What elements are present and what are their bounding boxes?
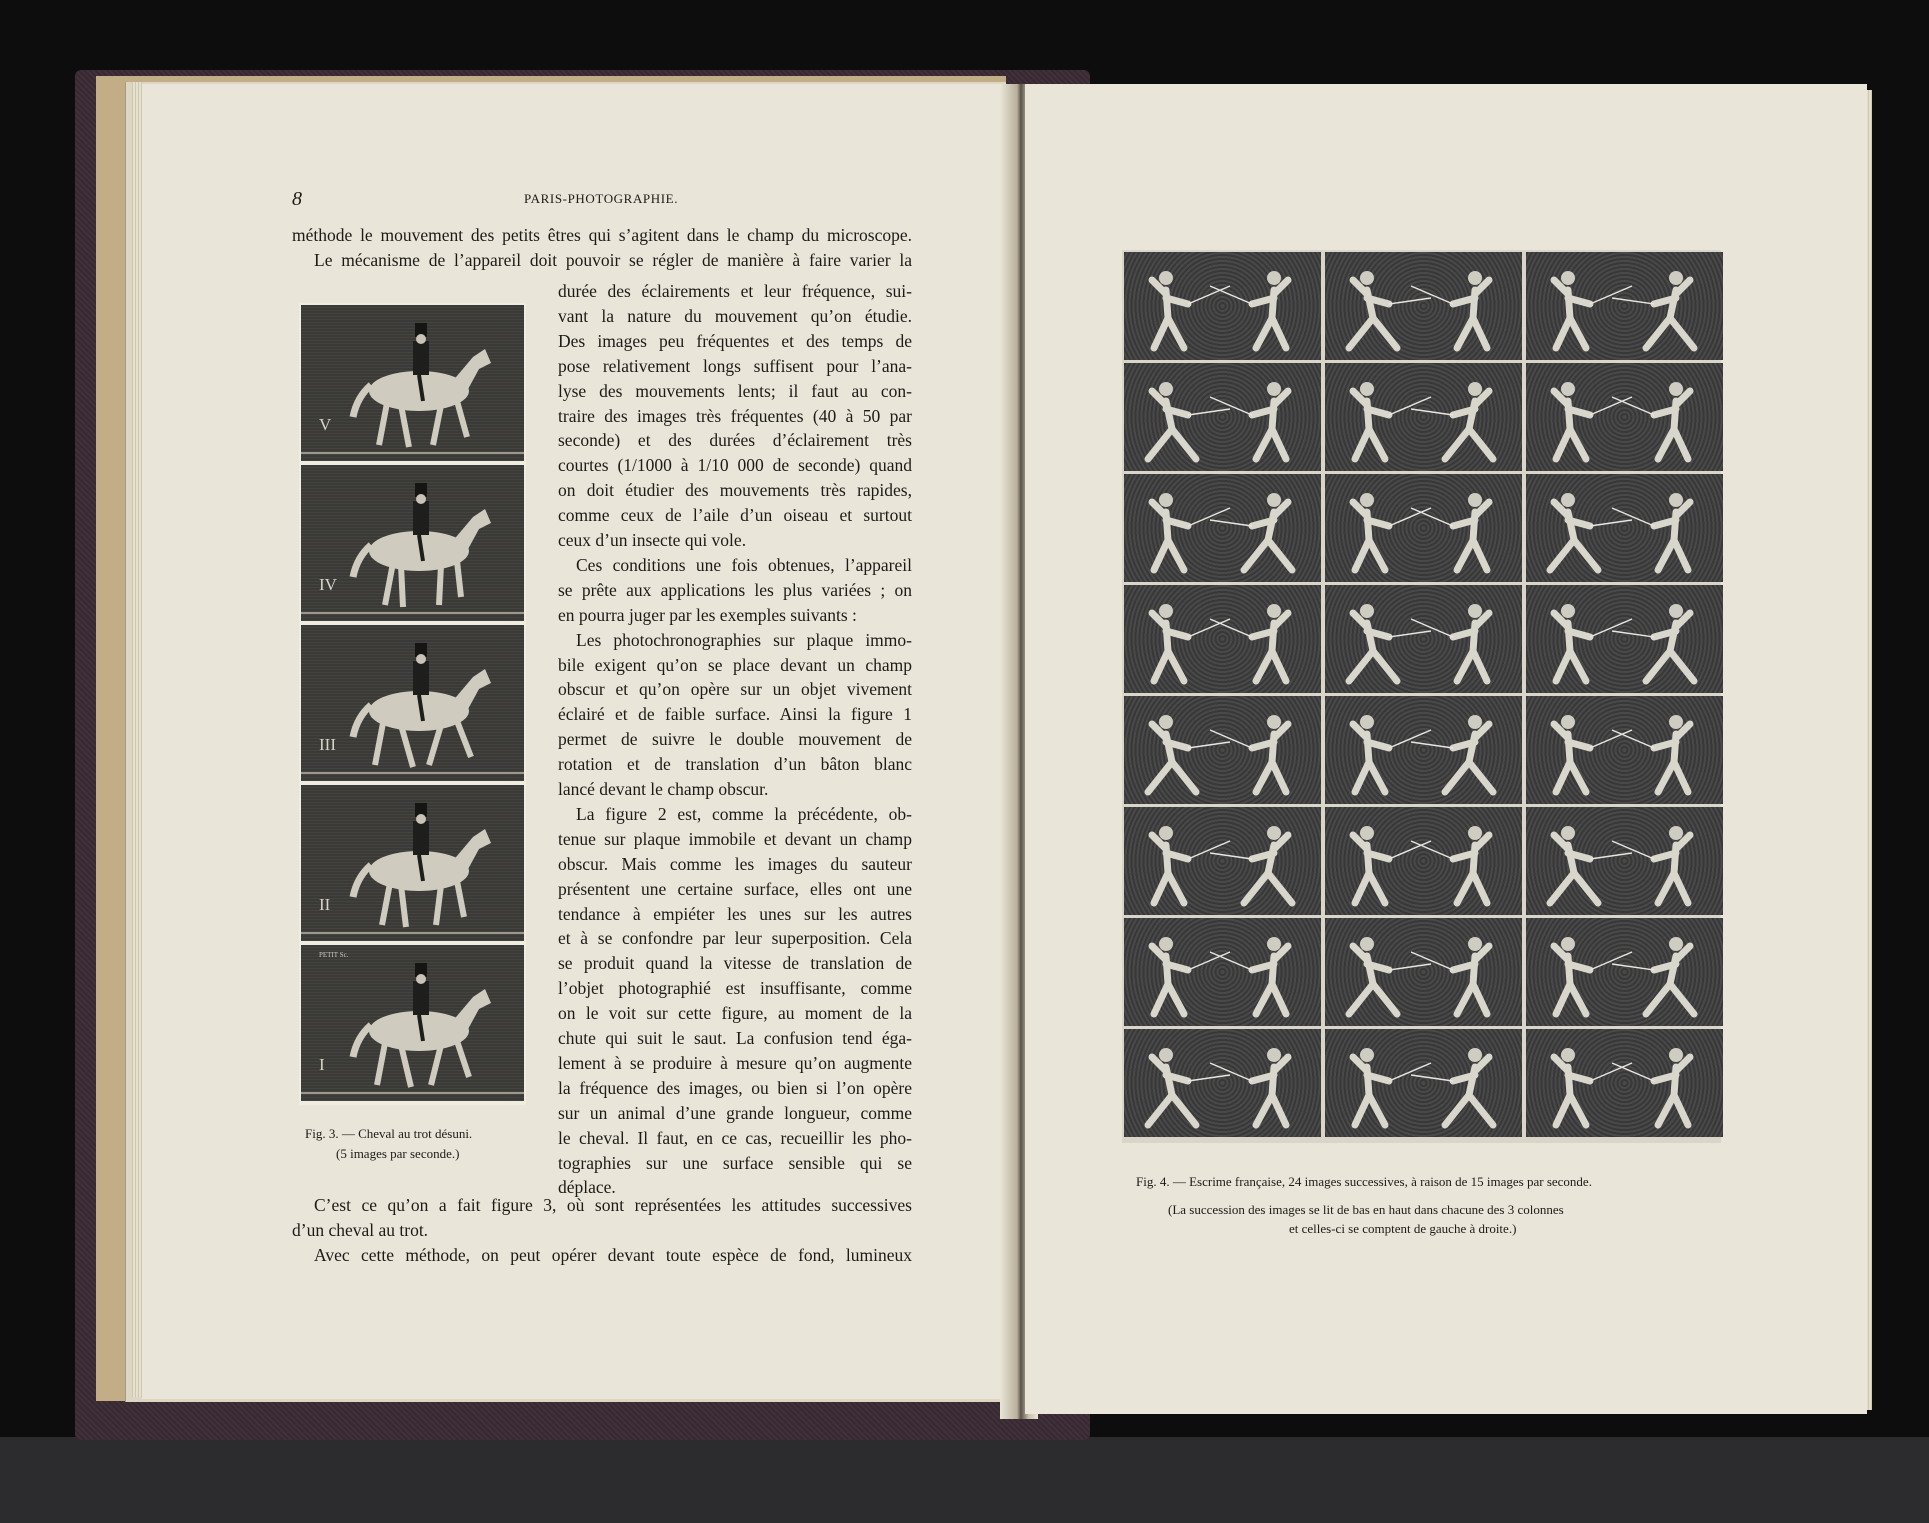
text-line: Le mécanisme de l’appareil doit pouvoir se régler de manière à faire varier la — [314, 250, 912, 270]
fencing-photo-cell — [1526, 585, 1723, 693]
figure-4-caption-line2: (La succession des images se lit de bas en haut dans chacune des 3 colonnes — [1168, 1202, 1564, 1217]
fencers-icon — [1124, 252, 1321, 360]
fencing-photo-cell — [1124, 474, 1321, 582]
fencers-icon — [1526, 1029, 1723, 1137]
text-line: seconde) et des durées d’éclairement très — [558, 430, 912, 451]
fencing-photo-cell — [1325, 918, 1522, 1026]
text-line: sur un animal d’une grande longueur, comme — [558, 1102, 912, 1123]
horse-rider-icon — [301, 625, 524, 781]
fencing-photo-cell — [1526, 696, 1723, 804]
fencing-photo-cell — [1526, 807, 1723, 915]
text-line: méthode le mouvement des petits êtres qui s’agitent dans le champ du microscope. — [292, 225, 912, 245]
fencing-photo-cell — [1124, 696, 1321, 804]
horse-photo-panel — [301, 305, 524, 461]
horse-rider-icon — [301, 785, 524, 941]
background-band — [0, 1437, 1929, 1523]
text-line: ceux d’un insecte qui vole. — [558, 530, 747, 550]
fencers-icon — [1325, 807, 1522, 915]
text-line: Ces conditions une fois obtenues, l’appareil — [576, 554, 912, 575]
horse-photo-panel — [301, 785, 524, 941]
page-stack-edge — [132, 82, 142, 1397]
text-line: déplace. — [558, 1177, 616, 1198]
text-line: bile exigent qu’on se place devant un champ — [558, 654, 912, 675]
horse-rider-icon — [301, 465, 524, 621]
fencers-icon — [1124, 1029, 1321, 1137]
panel-numeral: III — [319, 735, 336, 754]
text-line: La figure 2 est, comme la précédente, ob- — [576, 803, 912, 824]
fencers-icon — [1124, 363, 1321, 471]
text-line: pose relativement longs suffisent pour l’ana- — [558, 355, 912, 376]
text-line: courtes (1/1000 à 1/10 000 de seconde) quand — [558, 455, 912, 476]
fencers-icon — [1325, 252, 1522, 360]
text-line: Les photochronographies sur plaque immo- — [576, 629, 912, 650]
fencing-photo-cell — [1124, 1029, 1321, 1137]
figure-4-plate — [1122, 250, 1721, 1143]
horse-photo-panel — [301, 465, 524, 621]
fencing-photo-cell — [1325, 252, 1522, 360]
text-line: obscur et qu’on opère sur un objet vivement — [558, 679, 912, 700]
text-line: d’un cheval au trot. — [292, 1220, 429, 1240]
text-line: lyse des mouvements lents; il faut au con- — [558, 380, 912, 401]
text-line: la fréquence des images, ou bien si l’on opère — [558, 1077, 912, 1098]
figure-3-plate — [299, 303, 526, 1105]
panel-numeral: V — [319, 415, 332, 434]
horse-photo-panel — [301, 945, 524, 1101]
text-line: on le voit sur cette figure, au moment de la — [558, 1003, 912, 1024]
text-line: durée des éclairements et leur fréquence, sui- — [558, 281, 912, 301]
fencing-photo-cell — [1325, 807, 1522, 915]
fencing-photo-cell — [1526, 252, 1723, 360]
text-line: permet de suivre le double mouvement de — [558, 729, 912, 750]
fencers-icon — [1325, 474, 1522, 582]
fencers-icon — [1325, 363, 1522, 471]
text-line: se produit quand la vitesse de translation de — [558, 953, 912, 974]
figure-4-caption-line1: Fig. 4. — Escrime française, 24 images successives, à raison de 15 images par seconde. — [1136, 1174, 1592, 1189]
text-line: chute qui suit le saut. La confusion tend éga- — [558, 1028, 912, 1048]
fencers-icon — [1124, 918, 1321, 1026]
text-line: rotation et de translation d’un bâton blanc — [558, 754, 912, 775]
fencers-icon — [1526, 363, 1723, 471]
figure-4-caption-line3: et celles-ci se comptent de gauche à droite.) — [1289, 1221, 1517, 1236]
fencers-icon — [1526, 474, 1723, 582]
panel-numeral: I — [319, 1055, 325, 1074]
text-line: Avec cette méthode, on peut opérer devant toute espèce de fond, lumineux — [314, 1245, 912, 1265]
running-head: PARIS-PHOTOGRAPHIE. — [524, 191, 679, 206]
horse-rider-icon — [301, 305, 524, 461]
text-line: Des images peu fréquentes et des temps de — [558, 330, 912, 351]
text-line: lement à se produire à mesure qu’on augmente — [558, 1052, 912, 1073]
fencers-icon — [1325, 1029, 1522, 1137]
figure-3-caption-line1: Fig. 3. — Cheval au trot désuni. — [305, 1126, 473, 1141]
fencing-photo-cell — [1124, 918, 1321, 1026]
fencing-photo-cell — [1325, 1029, 1522, 1137]
text-line: lancé devant le champ obscur. — [558, 779, 769, 799]
fencers-icon — [1526, 696, 1723, 804]
fencing-photo-cell — [1325, 585, 1522, 693]
fencers-icon — [1124, 807, 1321, 915]
fencers-icon — [1526, 252, 1723, 360]
text-line: présentent une certaine surface, elles ont une — [558, 878, 912, 899]
text-line: C’est ce qu’on a fait figure 3, où sont représentées les attitudes successives — [314, 1195, 912, 1215]
fencing-photo-cell — [1526, 363, 1723, 471]
figure-3-caption-line2: (5 images par seconde.) — [336, 1146, 460, 1161]
text-line: vant la nature du mouvement qu’on étudie. — [558, 305, 912, 326]
fencing-photo-cell — [1325, 363, 1522, 471]
fencing-photo-cell — [1124, 363, 1321, 471]
fencers-icon — [1325, 918, 1522, 1026]
fencers-icon — [1526, 918, 1723, 1026]
text-line: traire des images très fréquentes (40 à 50 par — [558, 405, 912, 426]
fencers-icon — [1124, 474, 1321, 582]
fencers-icon — [1526, 807, 1723, 915]
panel-numeral: II — [319, 895, 331, 914]
fencing-photo-cell — [1325, 696, 1522, 804]
text-line: en pourra juger par les exemples suivants : — [558, 604, 857, 625]
engraver-credit: PETIT Sc. — [319, 951, 349, 959]
fencing-photo-cell — [1526, 1029, 1723, 1137]
fencing-photo-cell — [1526, 918, 1723, 1026]
horse-photo-panel — [301, 625, 524, 781]
fencers-icon — [1325, 585, 1522, 693]
text-line: tenue sur plaque immobile et devant un champ — [558, 828, 912, 849]
text-line: et à se confondre par leur superposition. Cela — [558, 928, 912, 949]
text-line: le cheval. Il faut, en ce cas, recueillir les pho- — [558, 1127, 912, 1148]
page-number: 8 — [292, 188, 302, 210]
text-line: tendance à empiéter les unes sur les autres — [558, 903, 912, 924]
fencing-photo-cell — [1526, 474, 1723, 582]
fencing-photo-cell — [1124, 252, 1321, 360]
text-line: se prête aux applications les plus variées ; on — [558, 579, 912, 600]
panel-numeral: IV — [319, 575, 337, 594]
fencers-icon — [1526, 585, 1723, 693]
fencing-photo-cell — [1124, 585, 1321, 693]
horse-rider-icon — [301, 945, 524, 1101]
fencers-icon — [1124, 585, 1321, 693]
fencers-icon — [1325, 696, 1522, 804]
fencing-photo-cell — [1325, 474, 1522, 582]
text-line: tographies sur une surface sensible qui se — [558, 1152, 912, 1173]
fencers-icon — [1124, 696, 1321, 804]
text-line: éclairé et de faible surface. Ainsi la figure 1 — [558, 704, 912, 725]
text-line: on doit étudier des mouvements très rapides, — [558, 480, 912, 501]
text-line: l’objet photographié est insuffisante, comme — [558, 978, 912, 999]
text-line: obscur. Mais comme les images du sauteur — [558, 853, 912, 874]
text-line: comme ceux de l’aile d’un oiseau et surtout — [558, 505, 912, 526]
fencing-photo-cell — [1124, 807, 1321, 915]
